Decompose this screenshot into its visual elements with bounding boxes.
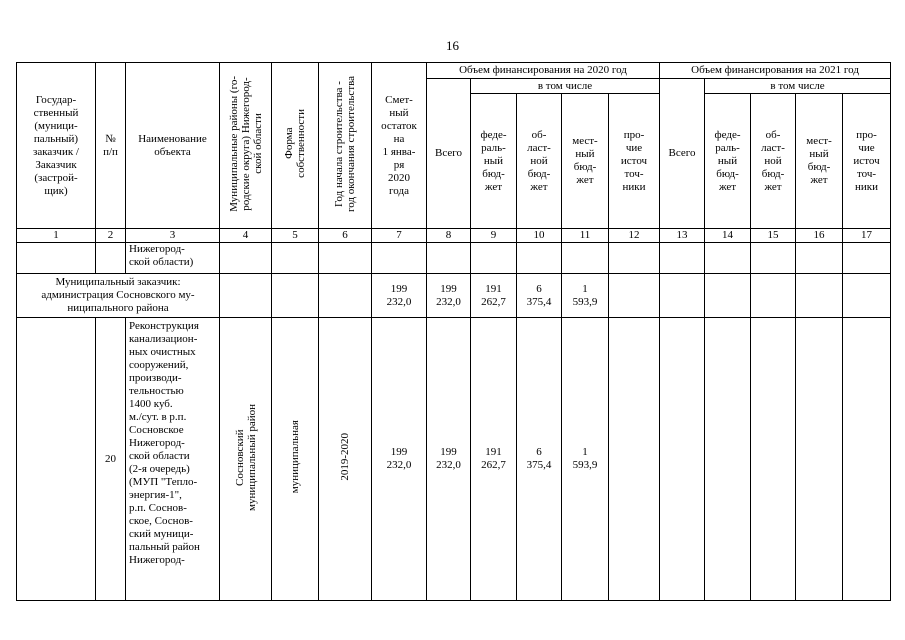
col-number: 16 xyxy=(796,229,843,243)
header-total-2021: Всего xyxy=(660,79,705,229)
object-remainder: 199 232,0 xyxy=(372,318,427,601)
header-years xyxy=(319,63,372,229)
col-number: 11 xyxy=(562,229,609,243)
district-cell xyxy=(220,318,272,601)
header-districts xyxy=(220,63,272,229)
customer-label: Муниципальный заказчик: администрация Сосновского му- ниципального района xyxy=(17,274,220,318)
table-row-object-20 xyxy=(17,318,891,601)
header-ownership xyxy=(272,63,319,229)
ownership-text: муниципальная xyxy=(289,420,301,494)
row-number: 20 xyxy=(96,318,126,601)
customer-regional-2020: 6 375,4 xyxy=(517,274,562,318)
customer-remainder: 199 232,0 xyxy=(372,274,427,318)
header-local-2021: мест- ный бюд- жет xyxy=(796,94,843,229)
header-years-text: Год начала строительства - год окончания строительства xyxy=(333,75,357,212)
object-regional-2020: 6 375,4 xyxy=(517,318,562,601)
ownership-cell xyxy=(272,318,319,601)
header-customer: Государ- ственный (муници- пальный) заказчик / Заказчик (застрой- щик) xyxy=(17,63,96,229)
header-fin-2021: Объем финансирования на 2021 год xyxy=(660,63,891,79)
header-num: № п/п xyxy=(96,63,126,229)
customer-local-2020: 1 593,9 xyxy=(562,274,609,318)
object-total-2020: 199 232,0 xyxy=(427,318,471,601)
years-text: 2019-2020 xyxy=(339,433,351,481)
customer-total-2020: 199 232,0 xyxy=(427,274,471,318)
header-total-2020: Всего xyxy=(427,79,471,229)
years-cell xyxy=(319,318,372,601)
col-number: 5 xyxy=(272,229,319,243)
object-federal-2020: 191 262,7 xyxy=(471,318,517,601)
header-regional-2020: об- ласт- ной бюд- жет xyxy=(517,94,562,229)
col-number: 7 xyxy=(372,229,427,243)
col-number: 8 xyxy=(427,229,471,243)
financing-table xyxy=(16,62,891,601)
col-number: 2 xyxy=(96,229,126,243)
header-ownership-text: Форма собственности xyxy=(283,109,307,178)
customer-federal-2020: 191 262,7 xyxy=(471,274,517,318)
table-row-customer xyxy=(17,274,891,318)
header-other-2021: про- чие источ точ- ники xyxy=(843,94,891,229)
header-object: Наименование объекта xyxy=(126,63,220,229)
col-number: 1 xyxy=(17,229,96,243)
object-name: Реконструкция канализацион- ных очистных сооружений, производи- тельностью 1400 куб. м./сут. в р.п. Сосновское Нижегород- ской области (2-я очередь) (МУП "Тепло- энергия-1", р.п. Соснов- ское, Соснов- ский муници- пальный район Нижегород- xyxy=(126,318,220,601)
header-districts-text: Муниципальные районы (го- родские округа) Нижегород- ской области xyxy=(227,75,264,212)
object-local-2020: 1 593,9 xyxy=(562,318,609,601)
page-number: 16 xyxy=(446,38,459,53)
col-number: 6 xyxy=(319,229,372,243)
col-number: 13 xyxy=(660,229,705,243)
header-incl-2021: в том числе xyxy=(705,79,891,94)
col-number: 3 xyxy=(126,229,220,243)
header-other-2020: про- чие источ точ- ники xyxy=(609,94,660,229)
col-number: 12 xyxy=(609,229,660,243)
header-local-2020: мест- ный бюд- жет xyxy=(562,94,609,229)
district-text: Сосновский муниципальный район xyxy=(233,403,258,511)
col-number: 10 xyxy=(517,229,562,243)
table-row-continuation xyxy=(17,243,891,274)
object-name-continued: Нижегород- ской области) xyxy=(126,243,220,274)
header-fin-2020: Объем финансирования на 2020 год xyxy=(427,63,660,79)
col-number: 4 xyxy=(220,229,272,243)
header-federal-2020: феде- раль- ный бюд- жет xyxy=(471,94,517,229)
col-number: 9 xyxy=(471,229,517,243)
header-incl-2020: в том числе xyxy=(471,79,660,94)
col-number: 15 xyxy=(751,229,796,243)
header-federal-2021: феде- раль- ный бюд- жет xyxy=(705,94,751,229)
header-remainder: Смет- ный остаток на 1 янва- ря 2020 года xyxy=(372,63,427,229)
col-number: 17 xyxy=(843,229,891,243)
column-number-row xyxy=(17,229,891,243)
header-regional-2021: об- ласт- ной бюд- жет xyxy=(751,94,796,229)
col-number: 14 xyxy=(705,229,751,243)
